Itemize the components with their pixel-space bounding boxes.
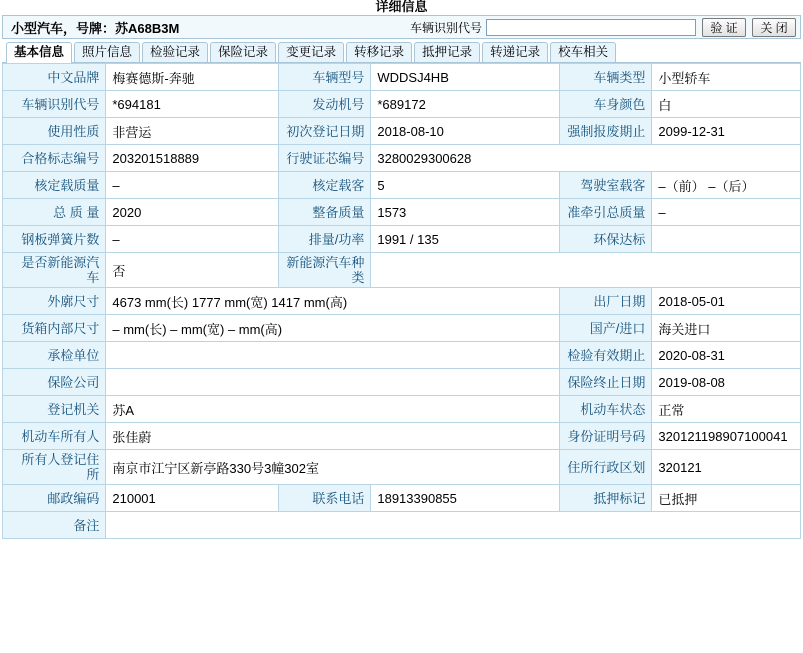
color-value: 白	[652, 91, 801, 118]
brand-value: 梅赛德斯-奔驰	[106, 64, 279, 91]
table-row	[3, 64, 801, 91]
license-chip-label: 行驶证芯编号	[279, 145, 371, 172]
model-label: 车辆型号	[279, 64, 371, 91]
table-row	[3, 423, 801, 450]
close-button[interactable]: 关 闭	[752, 18, 796, 37]
vehicle-type-value: 小型轿车	[652, 64, 801, 91]
inspection-org-value	[106, 342, 560, 369]
search-header	[2, 15, 801, 39]
tab-bar	[2, 42, 801, 63]
factory-date-value: 2018-05-01	[652, 288, 801, 315]
mortgage-flag-label: 抵押标记	[560, 485, 652, 512]
new-energy-label: 是否新能源汽车	[3, 253, 106, 288]
vin-value: *694181	[106, 91, 279, 118]
table-row	[3, 450, 801, 485]
color-label: 车身颜色	[560, 91, 652, 118]
zip-label: 邮政编码	[3, 485, 106, 512]
inspection-valid-value: 2020-08-31	[652, 342, 801, 369]
remark-value	[106, 512, 801, 539]
curb-mass-value: 1573	[371, 199, 560, 226]
scrap-deadline-label: 强制报废期止	[560, 118, 652, 145]
insurance-end-value: 2019-08-08	[652, 369, 801, 396]
district-code-label: 住所行政区划	[560, 450, 652, 485]
remark-label: 备注	[3, 512, 106, 539]
vin-label: 车辆识别代号	[3, 91, 106, 118]
tab-inspection-records[interactable]: 检验记录	[142, 42, 208, 62]
curb-mass-label: 整备质量	[279, 199, 371, 226]
origin-label: 国产/进口	[560, 315, 652, 342]
table-row	[3, 172, 801, 199]
table-row	[3, 315, 801, 342]
new-energy-value: 否	[106, 253, 279, 288]
tab-delivery-records[interactable]: 转递记录	[482, 42, 548, 62]
table-row	[3, 118, 801, 145]
new-energy-type-value	[371, 253, 801, 288]
table-row	[3, 199, 801, 226]
cab-seats-value: –（前） –（后）	[652, 172, 801, 199]
tab-transfer-records[interactable]: 转移记录	[346, 42, 412, 62]
license-chip-value: 3280029300628	[371, 145, 801, 172]
id-number-label: 身份证明号码	[560, 423, 652, 450]
use-nature-label: 使用性质	[3, 118, 106, 145]
emission-standard-value	[652, 226, 801, 253]
table-row	[3, 512, 801, 539]
vehicle-status-label: 机动车状态	[560, 396, 652, 423]
registration-org-value: 苏A	[106, 396, 560, 423]
displacement-power-value: 1991 / 135	[371, 226, 560, 253]
tab-insurance-records[interactable]: 保险记录	[210, 42, 276, 62]
table-row	[3, 288, 801, 315]
vin-search-input[interactable]	[486, 19, 696, 36]
spring-count-label: 钢板弹簧片数	[3, 226, 106, 253]
brand-label: 中文品牌	[3, 64, 106, 91]
window-title: 详细信息	[375, 0, 428, 14]
use-nature-value: 非营运	[106, 118, 279, 145]
table-row	[3, 396, 801, 423]
model-value: WDDSJ4HB	[371, 64, 560, 91]
id-number-value: 320121198907100041	[652, 423, 801, 450]
vehicle-detail-table	[2, 63, 801, 539]
mortgage-flag-value: 已抵押	[652, 485, 801, 512]
table-row	[3, 226, 801, 253]
tow-mass-label: 准牵引总质量	[560, 199, 652, 226]
insurance-company-label: 保险公司	[3, 369, 106, 396]
emission-standard-label: 环保达标	[560, 226, 652, 253]
owner-value: 张佳蔚	[106, 423, 560, 450]
tab-change-records[interactable]: 变更记录	[278, 42, 344, 62]
engine-value: *689172	[371, 91, 560, 118]
cab-seats-label: 驾驶室载客	[560, 172, 652, 199]
vehicle-status-value: 正常	[652, 396, 801, 423]
engine-label: 发动机号	[279, 91, 371, 118]
cargo-dimensions-label: 货箱内部尺寸	[3, 315, 106, 342]
table-row	[3, 485, 801, 512]
tab-basic-info[interactable]: 基本信息	[6, 42, 72, 63]
factory-date-label: 出厂日期	[560, 288, 652, 315]
table-row	[3, 253, 801, 288]
tab-school-bus[interactable]: 校车相关	[550, 42, 616, 62]
insurance-end-label: 保险终止日期	[560, 369, 652, 396]
cert-number-value: 203201518889	[106, 145, 279, 172]
origin-value: 海关进口	[652, 315, 801, 342]
cert-number-label: 合格标志编号	[3, 145, 106, 172]
first-registration-label: 初次登记日期	[279, 118, 371, 145]
new-energy-type-label: 新能源汽车种类	[279, 253, 371, 288]
vehicle-type-label: 车辆类型	[560, 64, 652, 91]
spring-count-value: –	[106, 226, 279, 253]
seats-value: 5	[371, 172, 560, 199]
table-row	[3, 91, 801, 118]
cargo-dimensions-value: – mm(长) – mm(宽) – mm(高)	[106, 315, 560, 342]
table-row	[3, 369, 801, 396]
address-label: 所有人登记住所	[3, 450, 106, 485]
tab-mortgage-records[interactable]: 抵押记录	[414, 42, 480, 62]
dimensions-value: 4673 mm(长) 1777 mm(宽) 1417 mm(高)	[106, 288, 560, 315]
tab-photo-info[interactable]: 照片信息	[74, 42, 140, 62]
gross-mass-label: 总 质 量	[3, 199, 106, 226]
seats-label: 核定载客	[279, 172, 371, 199]
registration-org-label: 登记机关	[3, 396, 106, 423]
load-capacity-label: 核定载质量	[3, 172, 106, 199]
first-registration-value: 2018-08-10	[371, 118, 560, 145]
displacement-power-label: 排量/功率	[279, 226, 371, 253]
inspection-valid-label: 检验有效期止	[560, 342, 652, 369]
plate-summary: 小型汽车，号牌：苏A68B3M	[11, 20, 180, 36]
table-row	[3, 145, 801, 172]
owner-label: 机动车所有人	[3, 423, 106, 450]
tow-mass-value: –	[652, 199, 801, 226]
zip-value: 210001	[106, 485, 279, 512]
gross-mass-value: 2020	[106, 199, 279, 226]
vin-search-label: 车辆识别代号	[409, 20, 482, 35]
phone-label: 联系电话	[279, 485, 371, 512]
verify-button[interactable]: 验 证	[702, 18, 746, 37]
address-value: 南京市江宁区新亭路330号3幢302室	[106, 450, 560, 485]
dimensions-label: 外廓尺寸	[3, 288, 106, 315]
load-capacity-value: –	[106, 172, 279, 199]
scrap-deadline-value: 2099-12-31	[652, 118, 801, 145]
table-row	[3, 342, 801, 369]
district-code-value: 320121	[652, 450, 801, 485]
phone-value: 18913390855	[371, 485, 560, 512]
insurance-company-value	[106, 369, 560, 396]
inspection-org-label: 承检单位	[3, 342, 106, 369]
